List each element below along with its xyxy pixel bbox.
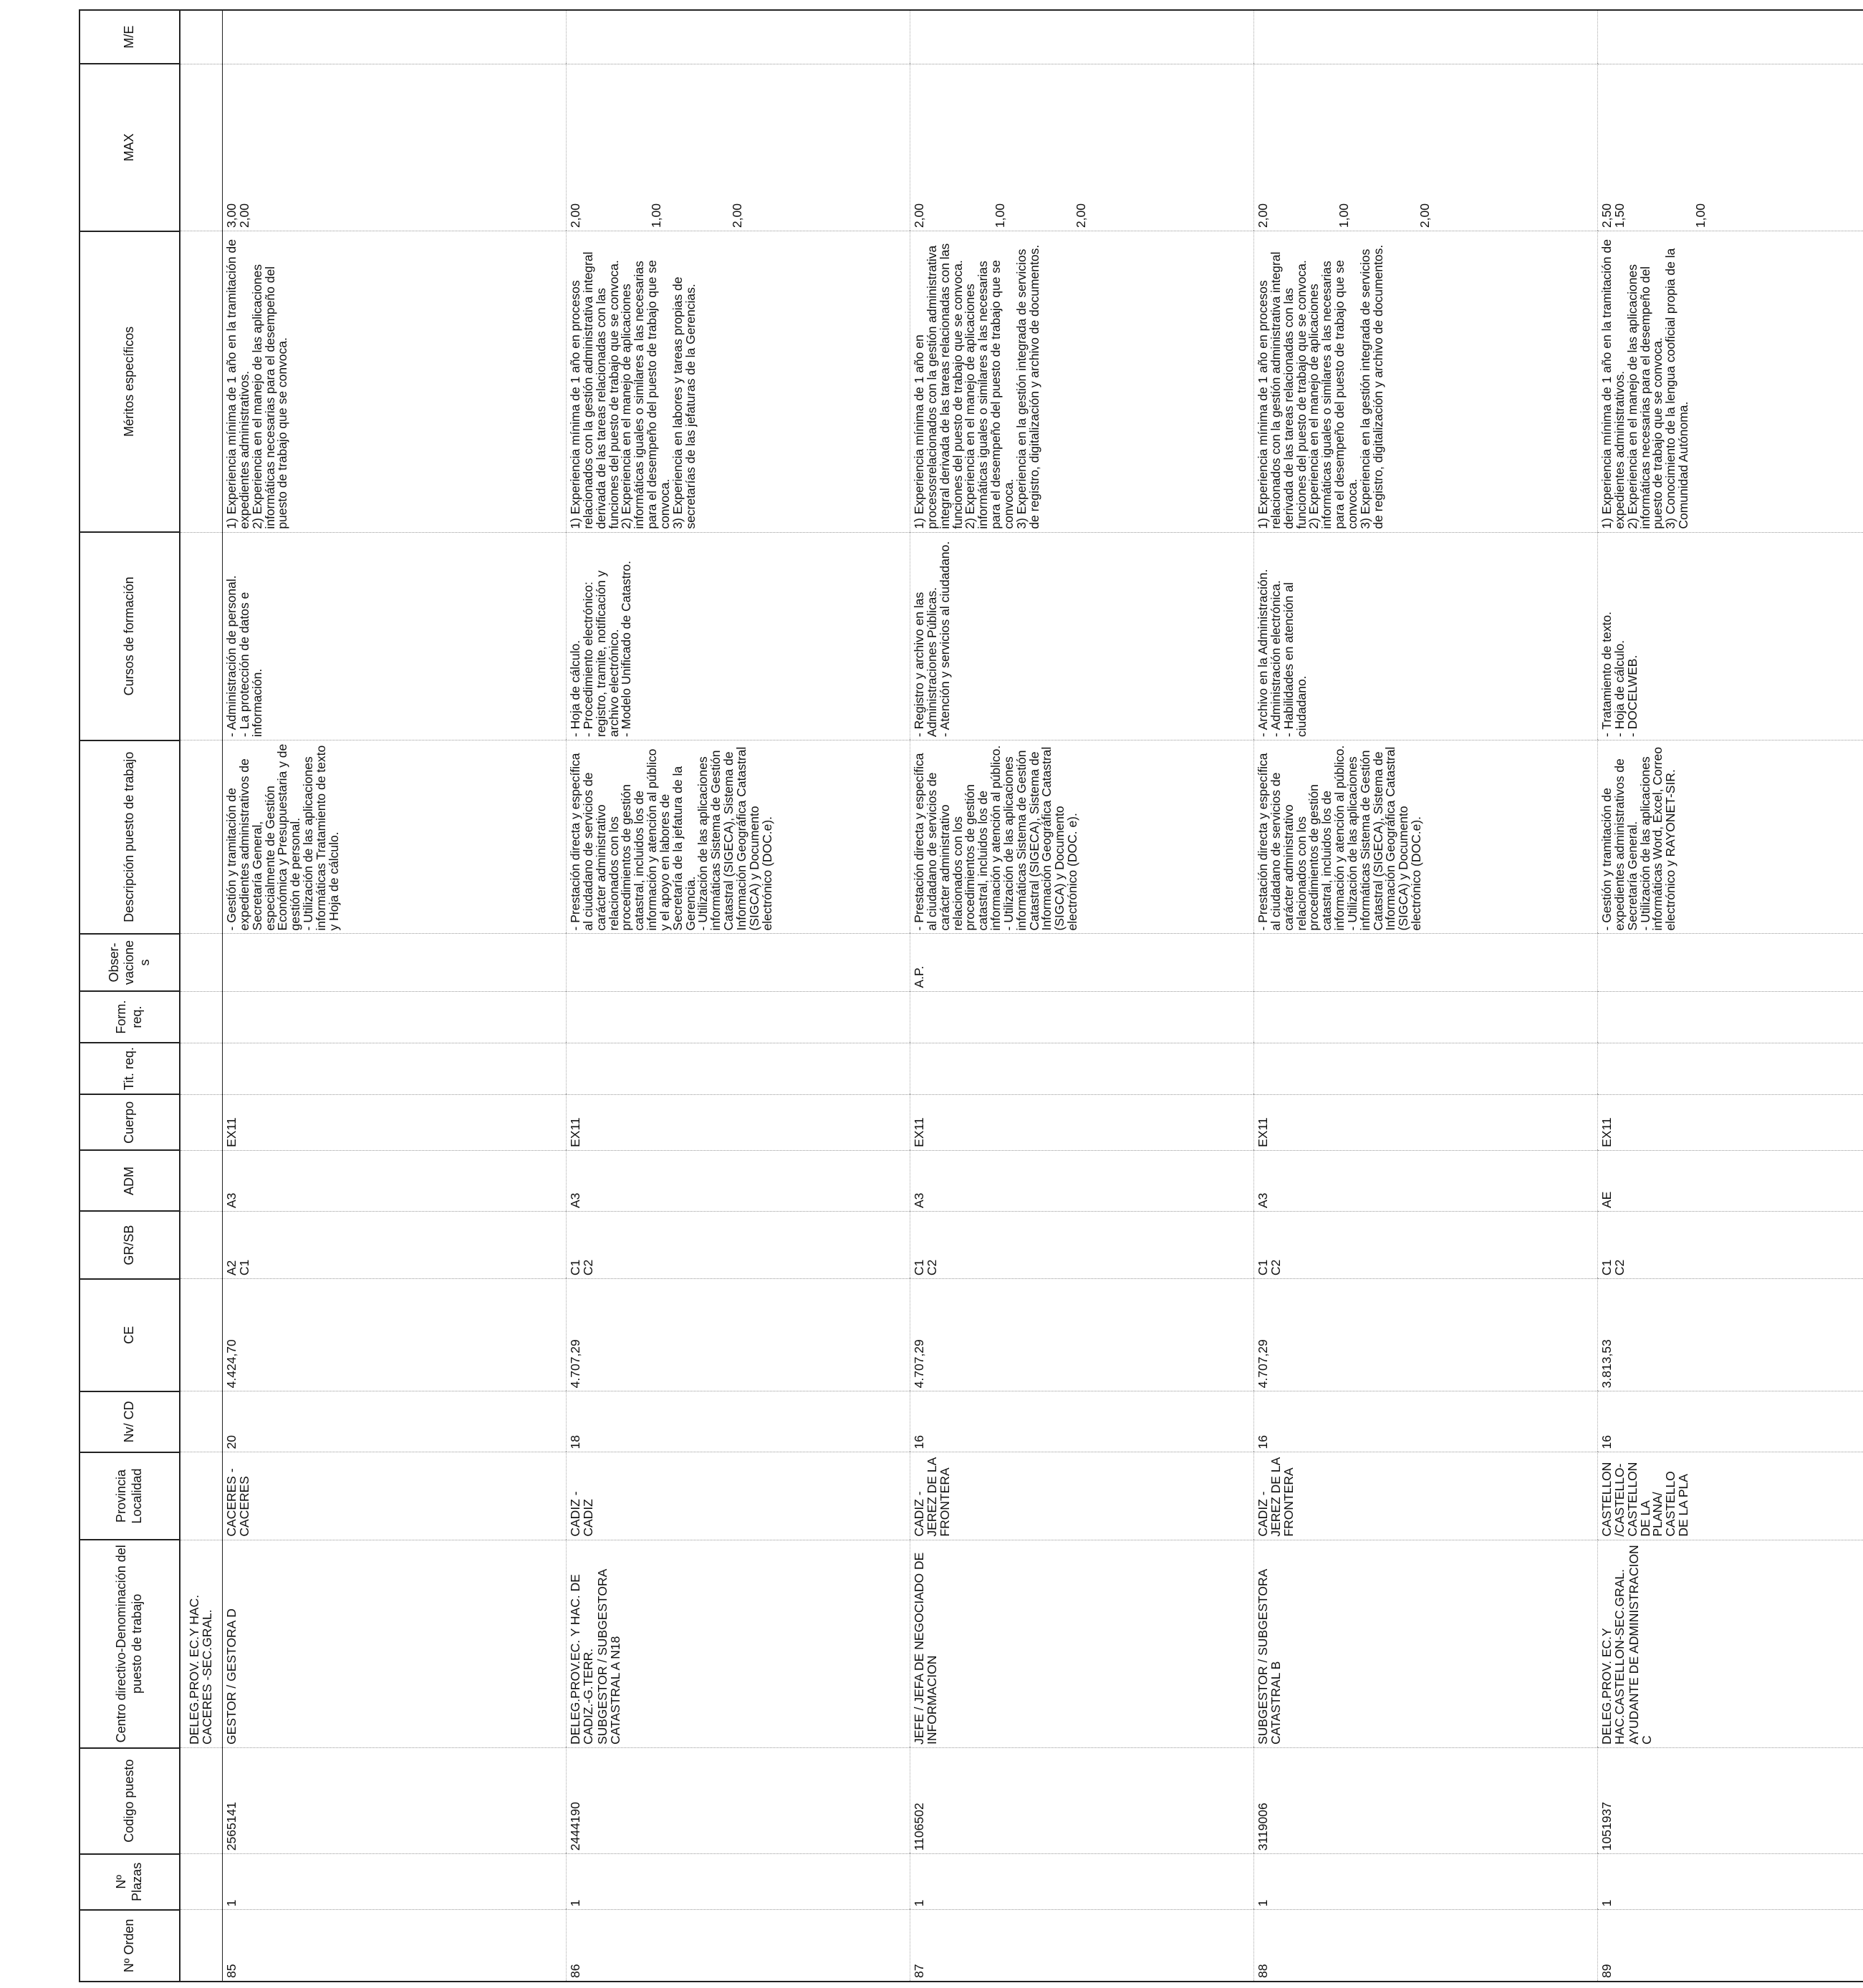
obs [1598,934,1863,991]
table-row [1598,10,1863,1982]
meritos: 1) Experiencia mínima de 1 año en la tramitación de expedientes administrativos. 2) Experiencia en el manejo de las aplicaciones informáticas necesarias para el desempeño del puesto de trabajo que se convoca. 3) Conocimiento de la lengua cooficial propia de la Comunidad Autónoma. [1598,231,1863,533]
ce: 4.424,70 [223,1279,567,1391]
provincia: CASTELLON /CASTELLO-CASTELLON DE LA PLANA/ CASTELLO DE LA PLA [1598,1452,1863,1540]
me-cell [910,10,1254,64]
me-cell [1598,10,1863,64]
tit [1254,1043,1598,1094]
descripcion: - Gestión y tramitación de expedientes administrativos de Secretaría General, especialmente de Gestión Económica y Presupuestaria y de gestión de personal. - Utilización de las aplicaciones informáticas Tratamiento de texto y Hoja de cálculo. [223,740,567,934]
orden: 85 [223,1910,567,1982]
grsb: C1 C2 [1598,1212,1863,1279]
tit [910,1043,1254,1094]
obs: A.P. [910,934,1254,991]
orden: 88 [1254,1910,1598,1982]
max-value: 2,00 [1073,203,1088,228]
cursos: - Tratamiento de texto. - Hoja de cálculo. - DOCELWEB. [1598,532,1863,740]
form [223,991,567,1043]
max-value: 1,00 [648,203,663,228]
header-cursos: Cursos de formación [80,532,180,740]
cuerpo: EX11 [1254,1094,1598,1150]
plazas: 1 [910,1854,1254,1910]
max-value: 2,00 [236,203,251,228]
table-row [567,10,910,1982]
max-value: 1,00 [1336,203,1351,228]
me-cell [1254,10,1598,64]
codigo: 1106502 [910,1748,1254,1854]
puesto: SUBGESTOR / SUBGESTORA CATASTRAL A N18 [594,1569,622,1745]
max-value: 2,00 [912,203,926,228]
ce: 3.813,53 [1598,1279,1863,1391]
puesto-cell [1254,1540,1598,1747]
header-cuerpo: Cuerpo [80,1094,180,1150]
header-codigo: Codigo puesto [80,1748,180,1854]
header-centro: Centro directivo-Denominación del puesto de trabajo [80,1540,180,1747]
grsb: C1 C2 [1254,1212,1598,1279]
max-value: 2,00 [1256,203,1270,228]
form [1254,991,1598,1043]
header-row [80,10,180,1982]
max-value: 1,00 [992,203,1007,228]
header-adm: ADM [80,1150,180,1211]
tit [1598,1043,1863,1094]
header-max: MAX [80,64,180,231]
puesto: GESTOR / GESTORA D [224,1608,239,1745]
cuerpo: EX11 [223,1094,567,1150]
obs [1254,934,1598,991]
header-me: M/E [80,10,180,64]
puesto-cell [567,1540,910,1747]
center-header: DELEG.PROV. EC.Y HAC.CASTELLON-SEC.GRAL. [1599,1568,1627,1745]
max-value: 1,00 [1693,203,1708,228]
plazas: 1 [1598,1854,1863,1910]
header-ce: CE [80,1279,180,1391]
nivel: 20 [223,1391,567,1452]
ce: 4.707,29 [910,1279,1254,1391]
adm: A3 [910,1150,1254,1211]
provincia: CADIZ - JEREZ DE LA FRONTERA [910,1452,1254,1540]
plazas: 1 [1254,1854,1598,1910]
plazas: 1 [567,1854,910,1910]
ce: 4.707,29 [1254,1279,1598,1391]
positions-table [79,9,1863,1982]
provincia: CADIZ - CADIZ [567,1452,910,1540]
header-nivel: Nv/ CD [80,1391,180,1452]
center-header: DELEG.PROV.EC. Y HAC. DE CADIZ.-G.TERR. [568,1574,595,1745]
cursos: - Registro y archivo en las Administraciones Públicas. - Atención y servicios al ciudadano. [910,532,1254,740]
cursos: - Archivo en la Administración. - Administración electrónica. - Habilidades en atención al ciudadano. [1254,532,1598,740]
form [567,991,910,1043]
descripcion: - Prestación directa y específica al ciudadano de servicios de carácter administrativo relacionados con los procedimientos de gestión catastral, incluidos los de información y atención al público y el apoyo en labores de Secretaría de la jefatura de la Gerencia. - Utilización de las aplicaciones informáticas Sistema de Gestión Catastral (SIGECA), Sistema de Información Geográfica Catastral (SIGCA) y Documento electrónico (DOC.e). [567,740,910,934]
cuerpo: EX11 [910,1094,1254,1150]
grsb: A2 C1 [223,1212,567,1279]
max-cell [567,64,910,231]
puesto-cell [910,1540,1254,1747]
header-form: Form. req. [80,991,180,1043]
tit [567,1043,910,1094]
codigo: 2565141 [223,1748,567,1854]
header-obs: Obser-vaciones [80,934,180,991]
header-tit: Tit. req. [80,1043,180,1094]
provincia: CACERES - CACERES [223,1452,567,1540]
max-cell [1254,64,1598,231]
table-row [910,10,1254,1982]
pre-row [180,10,223,1982]
codigo: 1051937 [1598,1748,1863,1854]
adm: AE [1598,1150,1863,1211]
orden: 86 [567,1910,910,1982]
obs [223,934,567,991]
max-value: 1,50 [1612,203,1627,228]
meritos: 1) Experiencia mínima de 1 año en procesos relacionados con la gestión administrativa integral derivada de las tareas relacionadas con las funciones del puesto de trabajo que se convoca. 2) Experiencia en el manejo de aplicaciones informáticas iguales o similares a las necesarias para el desempeño del puesto de trabajo que se convoca. 3) Experiencia en la gestión integrada de servicios de registro, digitalización y archivo de documentos. [1254,231,1598,533]
puesto-cell [1598,1540,1863,1747]
grsb: C1 C2 [567,1212,910,1279]
max-value: 2,00 [1417,203,1432,228]
meritos: 1) Experiencia mínima de 1 año en la tramitación de expedientes administrativos. 2) Experiencia en el manejo de las aplicaciones informáticas necesarias para el desempeño del puesto de trabajo que se convoca. [223,231,567,533]
orden: 87 [910,1910,1254,1982]
max-value: 2,50 [1599,203,1614,228]
max-value: 2,00 [729,203,744,228]
max-cell [223,64,567,231]
header-grsb: GR/SB [80,1212,180,1279]
cursos: - Hoja de cálculo. - Procedimiento electrónico: registro, tramite, notificación y archivo electrónico. - Modelo Unificado de Catastro. [567,532,910,740]
cuerpo: EX11 [1598,1094,1863,1150]
me-cell [567,10,910,64]
plazas: 1 [223,1854,567,1910]
puesto: JEFE / JEFA DE NEGOCIADO DE INFORMACION [912,1552,939,1745]
max-value: 2,00 [568,203,582,228]
meritos: 1) Experiencia mínima de 1 año en procesosrelacionados con la gestión administrativa integral derivada de las tareas relacionadas con las funciones del puesto de trabajo que se convoca. 2) Experiencia en el manejo de aplicaciones informáticas iguales o similares a las necesarias para el desempeño del puesto de trabajo que se convoca. 3) Experiencia en la gestión integrada de servicios de registro, digitalización y archivo de documentos. [910,231,1254,533]
adm: A3 [567,1150,910,1211]
cuerpo: EX11 [567,1094,910,1150]
form [1598,991,1863,1043]
orden: 89 [1598,1910,1863,1982]
meritos: 1) Experiencia mínima de 1 año en procesos relacionados con la gestión administrativa integral derivada de las tareas relacionadas con las funciones del puesto de trabajo que se convoca. 2) Experiencia en el manejo de aplicaciones informáticas iguales o similares a las necesarias para el desempeño del puesto de trabajo que se convoca. 3) Experiencia en labores y tareas propias de secretarías de las jefaturas de la Gerencias. [567,231,910,533]
nivel: 18 [567,1391,910,1452]
obs [567,934,910,991]
provincia: CADIZ - JEREZ DE LA FRONTERA [1254,1452,1598,1540]
descripcion: - Prestación directa y específica al ciudadano de servicios de carácter administrativo relacionados con los procedimientos de gestión catastral, incluidos los de información y atención al público. - Utilización de las aplicaciones informáticas Sistema de Gestión Catastral (SIGECA), Sistema de Información Geográfica Catastral (SIGCA) y Documento electrónico (DOC. e). [910,740,1254,934]
cursos: - Administración de personal. - La protección de datos e información. [223,532,567,740]
grsb: C1 C2 [910,1212,1254,1279]
codigo: 3119006 [1254,1748,1598,1854]
max-value: 3,00 [224,203,239,228]
puesto: SUBGESTOR / SUBGESTORA CATASTRAL B [1256,1569,1283,1745]
table-row [223,10,567,1982]
max-cell [910,64,1254,231]
me-cell [223,10,567,64]
nivel: 16 [1598,1391,1863,1452]
tit [223,1043,567,1094]
puesto-cell [223,1540,567,1747]
header-orden: Nº Orden [80,1910,180,1982]
form [910,991,1254,1043]
descripcion: - Prestación directa y específica al ciudadano de servicios de carácter administrativo relacionados con los procedimientos de gestión catastral, incluidos los de información y atención al público. - Utilización de las aplicaciones informáticas Sistema de Gestión Catastral (SIGECA), Sistema de Información Geográfica Catastral (SIGCA) y Documento electrónico (DOC.e). [1254,740,1598,934]
nivel: 16 [910,1391,1254,1452]
center-header: DELEG.PROV. EC.Y HAC. CACERES -SEC.GRAL. [180,1540,223,1747]
adm: A3 [1254,1150,1598,1211]
header-meritos: Méritos específicos [80,231,180,533]
codigo: 2444190 [567,1748,910,1854]
table-row [1254,10,1598,1982]
header-provincia: Provincia Localidad [80,1452,180,1540]
descripcion: - Gestión y tramitación de expedientes administrativos de Secretaría General. - Utilización de las aplicaciones informáticas Word, Excel, Correo electrónico y RAYONET-SIR. [1598,740,1863,934]
nivel: 16 [1254,1391,1598,1452]
adm: A3 [223,1150,567,1211]
puesto: AYUDANTE DE ADMINISTRACION C [1626,1545,1654,1745]
header-plazas: Nº Plazas [80,1854,180,1910]
ce: 4.707,29 [567,1279,910,1391]
max-cell [1598,64,1863,231]
header-descripcion: Descripción puesto de trabajo [80,740,180,934]
